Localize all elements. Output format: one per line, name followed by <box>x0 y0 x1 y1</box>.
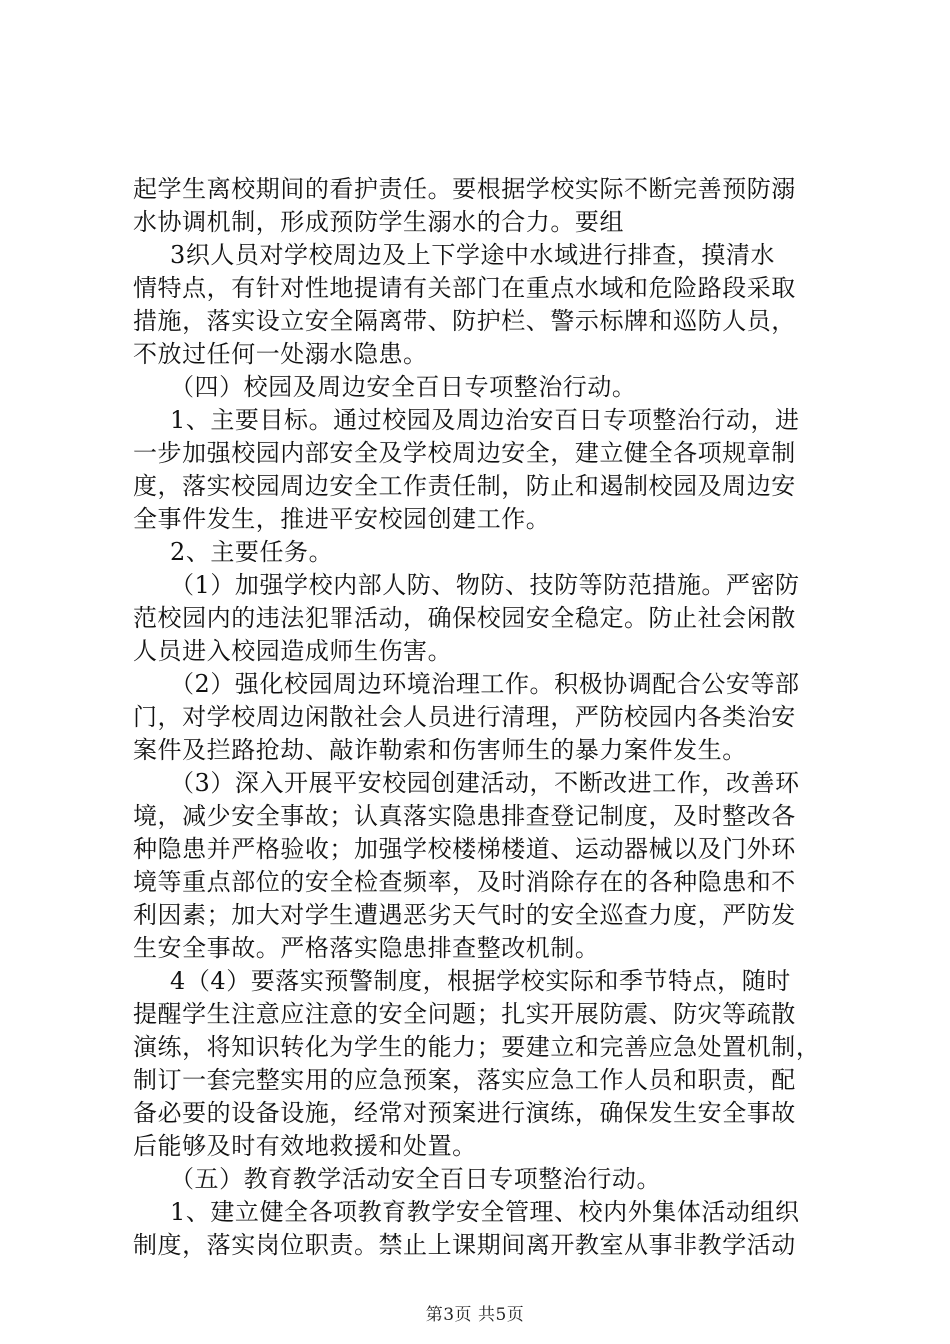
text-line: （2）强化校园周边环境治理工作。积极协调配合公安等部 <box>170 670 800 698</box>
text-line: 境，减少安全事故；认真落实隐患排查登记制度，及时整改各 <box>133 802 796 830</box>
text-line: 全事件发生，推进平安校园创建工作。 <box>133 505 551 533</box>
text-line: （3）深入开展平安校园创建活动，不断改进工作，改善环 <box>170 769 800 797</box>
text-line: 一步加强校园内部安全及学校周边安全，建立健全各项规章制 <box>133 439 796 467</box>
text-line: 后能够及时有效地救援和处置。 <box>133 1132 477 1160</box>
text-line: 生安全事故。严格落实隐患排查整改机制。 <box>133 934 600 962</box>
text-line: 2、主要任务。 <box>170 538 334 566</box>
text-line: 人员进入校园造成师生伤害。 <box>133 637 453 665</box>
text-line: 情特点，有针对性地提请有关部门在重点水域和危险路段采取 <box>133 274 796 302</box>
section-heading: （五）教育教学活动安全百日专项整治行动。 <box>170 1165 661 1193</box>
text-line: 1、主要目标。通过校园及周边治安百日专项整治行动，进 <box>170 406 800 434</box>
text-line: 范校园内的违法犯罪活动，确保校园安全稳定。防止社会闲散 <box>133 604 796 632</box>
text-line: 演练，将知识转化为学生的能力；要建立和完善应急处置机制， <box>133 1033 821 1061</box>
text-line: 制度，落实岗位职责。禁止上课期间离开教室从事非教学活动 <box>133 1231 796 1259</box>
text-line: 措施，落实设立安全隔离带、防护栏、警示标牌和巡防人员， <box>133 307 796 335</box>
text-line: 1、建立健全各项教育教学安全管理、校内外集体活动组织 <box>170 1198 800 1226</box>
text-line: 提醒学生注意应注意的安全问题；扎实开展防震、防灾等疏散 <box>133 1000 796 1028</box>
page-number: 第3页 共5页 <box>425 1305 525 1325</box>
text-line: 案件及拦路抢劫、敲诈勒索和伤害师生的暴力案件发生。 <box>133 736 747 764</box>
text-line: 4（4）要落实预警制度，根据学校实际和季节特点，随时 <box>170 967 791 995</box>
text-line: 境等重点部位的安全检查频率，及时消除存在的各种隐患和不 <box>133 868 796 896</box>
text-line: 种隐患并严格验收；加强学校楼梯楼道、运动器械以及门外环 <box>133 835 796 863</box>
section-heading: （四）校园及周边安全百日专项整治行动。 <box>170 373 637 401</box>
text-line: 门，对学校周边闲散社会人员进行清理，严防校园内各类治安 <box>133 703 796 731</box>
text-line: （1）加强学校内部人防、物防、技防等防范措施。严密防 <box>170 571 800 599</box>
text-line: 制订一套完整实用的应急预案，落实应急工作人员和职责，配 <box>133 1066 796 1094</box>
text-line: 3织人员对学校周边及上下学途中水域进行排查，摸清水 <box>170 241 776 269</box>
text-line: 不放过任何一处溺水隐患。 <box>133 340 428 368</box>
text-line: 备必要的设备设施，经常对预案进行演练，确保发生安全事故 <box>133 1099 796 1127</box>
text-line: 水协调机制，形成预防学生溺水的合力。要组 <box>133 208 624 236</box>
text-line: 起学生离校期间的看护责任。要根据学校实际不断完善预防溺 <box>133 175 796 203</box>
text-line: 度，落实校园周边安全工作责任制，防止和遏制校园及周边安 <box>133 472 796 500</box>
text-line: 利因素；加大对学生遭遇恶劣天气时的安全巡查力度，严防发 <box>133 901 796 929</box>
